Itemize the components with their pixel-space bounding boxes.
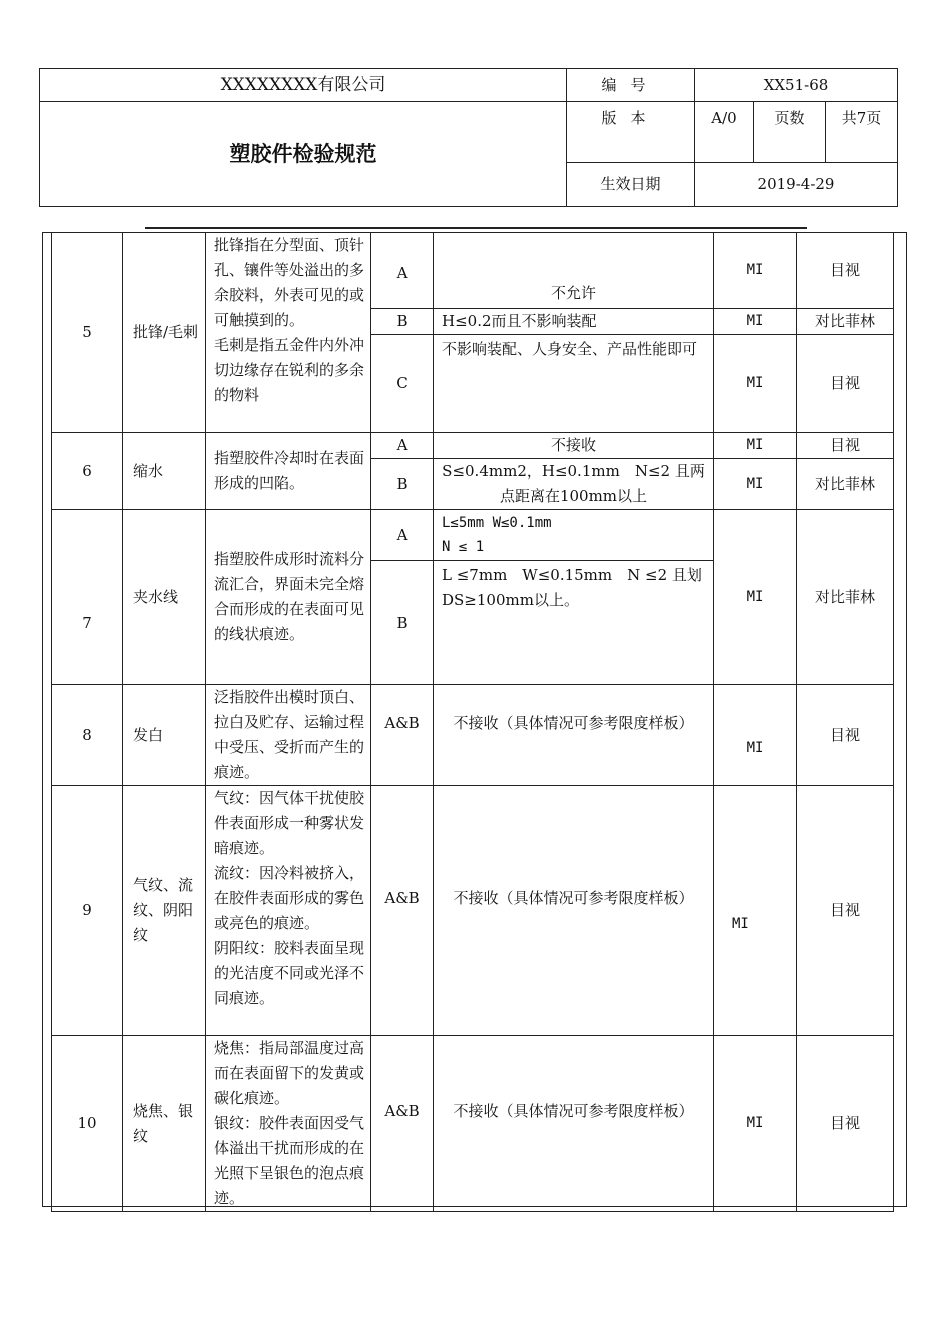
defect-name: 夹水线	[123, 510, 206, 685]
acceptance-standard: 不接收（具体情况可参考限度样板）	[434, 786, 714, 1036]
table-row	[52, 685, 894, 786]
item-number: 10	[52, 1036, 123, 1212]
defect-name: 烧焦、银纹	[123, 1036, 206, 1212]
defect-description: 指塑胶件冷却时在表面形成的凹陷。	[206, 433, 371, 510]
inspection-tool: 对比菲林	[797, 510, 894, 685]
inspection-method: MI	[714, 510, 797, 685]
version-value: A/0	[695, 102, 754, 163]
inspection-tool: 目视	[797, 786, 894, 1036]
defect-description: 烧焦：指局部温度过高而在表面留下的发黄或碳化痕迹。 银纹：胶件表面因受气体溢出干扰而形成的在光照下呈银色的泡点痕迹。	[206, 1036, 371, 1212]
grade-level: A&B	[371, 786, 434, 1036]
effective-date-label: 生效日期	[567, 163, 695, 207]
inspection-method: MI	[714, 1036, 797, 1212]
grade-level: A&B	[371, 1036, 434, 1212]
inspection-tool: 目视	[797, 335, 894, 433]
inspection-method: MI	[714, 433, 797, 459]
version-label: 版本	[567, 102, 695, 163]
effective-date-value: 2019-4-29	[695, 163, 898, 207]
item-number: 7	[52, 510, 123, 685]
document-title: 塑胶件检验规范	[40, 102, 567, 207]
grade-level: A&B	[371, 685, 434, 786]
acceptance-standard: 不接收（具体情况可参考限度样板）	[434, 685, 714, 786]
inspection-tool: 目视	[797, 1036, 894, 1212]
page-label: 页数	[754, 102, 826, 163]
inspection-method: MI	[714, 459, 797, 510]
grade-level: B	[371, 459, 434, 510]
inspection-method: MI	[714, 335, 797, 433]
table-row	[52, 433, 894, 459]
inspection-tool: 目视	[797, 233, 894, 309]
grade-level: B	[371, 561, 434, 685]
acceptance-standard: 不接收（具体情况可参考限度样板）	[434, 1036, 714, 1212]
acceptance-standard: H≤0.2而且不影响装配	[434, 309, 714, 335]
inspection-tool: 目视	[797, 685, 894, 786]
acceptance-standard: L ≤7mm W≤0.15mm N ≤2 且划DS≥100mm以上。	[434, 561, 714, 685]
grade-level: A	[371, 433, 434, 459]
table-row	[52, 1036, 894, 1212]
inspection-table	[51, 232, 894, 1212]
grade-level: A	[371, 510, 434, 561]
defect-description: 指塑胶件成形时流料分流汇合，界面未完全熔合而形成的在表面可见的线状痕迹。	[206, 510, 371, 685]
number-label: 编号	[567, 69, 695, 102]
table-row	[52, 510, 894, 561]
inspection-method: MI	[714, 786, 797, 1036]
item-number: 5	[52, 233, 123, 433]
defect-name: 缩水	[123, 433, 206, 510]
item-number: 9	[52, 786, 123, 1036]
page-count: 共7页	[826, 102, 898, 163]
defect-name: 发白	[123, 685, 206, 786]
defect-description: 泛指胶件出模时顶白、拉白及贮存、运输过程中受压、受折而产生的痕迹。	[206, 685, 371, 786]
acceptance-standard: 不影响装配、人身安全、产品性能即可	[434, 335, 714, 433]
inspection-method: MI	[714, 685, 797, 786]
table-row	[52, 786, 894, 1036]
grade-level: A	[371, 233, 434, 309]
number-value: XX51-68	[695, 69, 898, 102]
inspection-tool: 对比菲林	[797, 459, 894, 510]
table-row	[52, 233, 894, 309]
defect-name: 批锋/毛刺	[123, 233, 206, 433]
inspection-tool: 对比菲林	[797, 309, 894, 335]
inspection-method: MI	[714, 309, 797, 335]
item-number: 8	[52, 685, 123, 786]
defect-description: 气纹：因气体干扰使胶件表面形成一种雾状发暗痕迹。 流纹：因冷料被挤入，在胶件表面形成的雾色或亮色的痕迹。 阴阳纹：胶料表面呈现的光洁度不同或光泽不同痕迹。	[206, 786, 371, 1036]
header-divider	[145, 227, 807, 229]
grade-level: B	[371, 309, 434, 335]
inspection-method: MI	[714, 233, 797, 309]
acceptance-standard: 不接收	[434, 433, 714, 459]
defect-description: 批锋指在分型面、顶针孔、镶件等处溢出的多余胶料，外表可见的或可触摸到的。 毛刺是指五金件内外冲切边缘存在锐利的多余的物料	[206, 233, 371, 433]
grade-level: C	[371, 335, 434, 433]
acceptance-standard: 不允许	[434, 233, 714, 309]
inspection-tool: 目视	[797, 433, 894, 459]
company-name: XXXXXXXX有限公司	[40, 69, 567, 102]
document-header	[39, 68, 898, 207]
acceptance-standard: L≤5mm W≤0.1mm N ≤ 1	[434, 510, 714, 561]
defect-name: 气纹、流纹、阴阳纹	[123, 786, 206, 1036]
acceptance-standard: S≤0.4mm2，H≤0.1mm N≤2 且两点距离在100mm以上	[434, 459, 714, 510]
item-number: 6	[52, 433, 123, 510]
